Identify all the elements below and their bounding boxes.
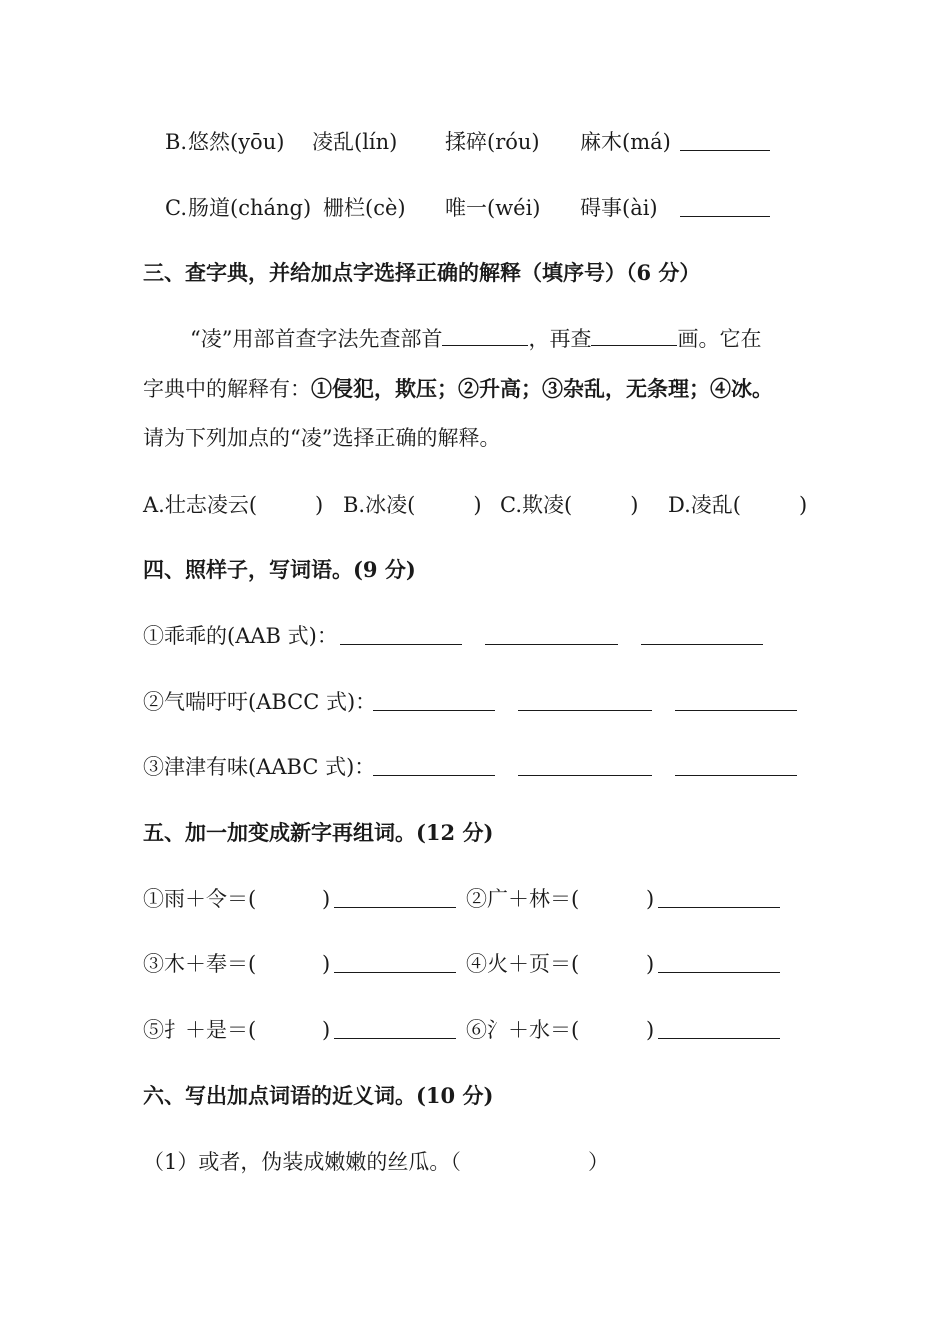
add-item-5: ⑤扌＋是＝( <box>143 1018 257 1042</box>
stroke-count-blank[interactable] <box>591 325 677 346</box>
row-c-item-3: 唯一(wéi) <box>445 196 541 220</box>
radical-blank[interactable] <box>442 325 528 346</box>
section-3-title: 三、查字典，并给加点字选择正确的解释（填序号）（6 分） <box>143 260 701 285</box>
row-c-item-2: 栅栏(cè) <box>323 196 406 220</box>
aab-blank-3[interactable] <box>641 624 763 645</box>
aab-blank-1[interactable] <box>340 624 462 645</box>
abcc-blank-3[interactable] <box>675 690 797 711</box>
row-c-item-1: 肠道(cháng) <box>188 196 312 220</box>
option-a-text: A.壮志凌云( <box>143 493 258 517</box>
add-item-5-close: ) <box>322 1018 331 1042</box>
section-5-title: 五、加一加变成新字再组词。(12 分) <box>143 820 494 845</box>
section-3-paragraph-line-3: 请为下列加点的“凌”选择正确的解释。 <box>143 426 501 450</box>
add-item-4-blank[interactable] <box>658 952 780 973</box>
add-item-6: ⑥氵＋水＝( <box>466 1018 580 1042</box>
section-6-title: 六、写出加点词语的近义词。(10 分) <box>143 1083 494 1108</box>
option-c-text: C.欺凌( <box>500 493 573 517</box>
pattern-aabc-label: ③津津有味(AABC 式)： <box>143 755 376 779</box>
option-d-close: ) <box>798 493 808 517</box>
add-item-1-blank[interactable] <box>334 887 456 908</box>
row-c-answer-blank[interactable] <box>680 196 770 217</box>
row-b-item-4: 麻木(má) <box>580 130 671 154</box>
option-c <box>500 491 638 519</box>
row-c-label: C. <box>165 196 187 220</box>
option-d <box>668 491 807 519</box>
add-item-3: ③木＋奉＝( <box>143 952 257 976</box>
definition-intro: 字典中的解释有： <box>143 377 311 401</box>
pattern-abcc-label: ②气喘吁吁(ABCC 式)： <box>143 690 377 714</box>
aab-blank-2[interactable] <box>485 624 618 645</box>
abcc-blank-1[interactable] <box>373 690 495 711</box>
row-b-item-3: 揉碎(róu) <box>445 130 540 154</box>
definition-list: ①侵犯，欺压；②升高；③杂乱，无条理；④冰。 <box>311 376 773 401</box>
abcc-blank-2[interactable] <box>518 690 652 711</box>
add-item-2-blank[interactable] <box>658 887 780 908</box>
add-item-5-blank[interactable] <box>334 1018 456 1039</box>
lookup-text-b: ，再查 <box>528 327 592 351</box>
lookup-text-c: 画。它在 <box>677 327 762 351</box>
add-item-3-close: ) <box>322 952 331 976</box>
option-b-text: B.冰凌( <box>343 493 416 517</box>
option-d-text: D.凌乱( <box>668 493 741 517</box>
row-b-label: B. <box>165 130 188 154</box>
row-b-answer-blank[interactable] <box>680 130 770 151</box>
add-item-1-close: ) <box>322 887 331 911</box>
aabc-blank-1[interactable] <box>373 755 495 776</box>
option-a-close: ) <box>315 493 324 517</box>
add-item-2: ②广＋林＝( <box>466 887 580 911</box>
question-1-text: （1）或者，伪装成嫩嫩的丝瓜。（ <box>143 1150 461 1174</box>
question-1-answer-slot[interactable] <box>492 1148 588 1172</box>
pattern-aab-label: ①乖乖的(AAB 式)： <box>143 624 338 648</box>
section-3-paragraph-line-2 <box>143 375 773 403</box>
section-3-paragraph-line-1 <box>190 325 761 353</box>
lookup-text-a: “凌”用部首查字法先查部首 <box>190 327 443 351</box>
add-item-3-blank[interactable] <box>334 952 456 973</box>
add-item-6-close: ) <box>646 1018 655 1042</box>
aabc-blank-2[interactable] <box>518 755 652 776</box>
add-item-2-close: ) <box>646 887 655 911</box>
option-b <box>343 491 482 519</box>
row-b-item-1: 悠然(yōu) <box>188 130 285 154</box>
row-b-item-2: 凌乱(lín) <box>312 130 398 154</box>
add-item-4: ④火＋页＝( <box>466 952 580 976</box>
aabc-blank-3[interactable] <box>675 755 797 776</box>
add-item-6-blank[interactable] <box>658 1018 780 1039</box>
row-c-item-4: 碍事(ài) <box>580 196 658 220</box>
section-4-title: 四、照样子，写词语。(9 分) <box>143 557 416 582</box>
option-a <box>143 491 323 519</box>
option-b-close: ) <box>473 493 482 517</box>
add-item-4-close: ) <box>646 952 655 976</box>
add-item-1: ①雨＋令＝( <box>143 887 257 911</box>
question-1-close: ） <box>588 1150 609 1174</box>
option-c-close: ) <box>630 493 639 517</box>
